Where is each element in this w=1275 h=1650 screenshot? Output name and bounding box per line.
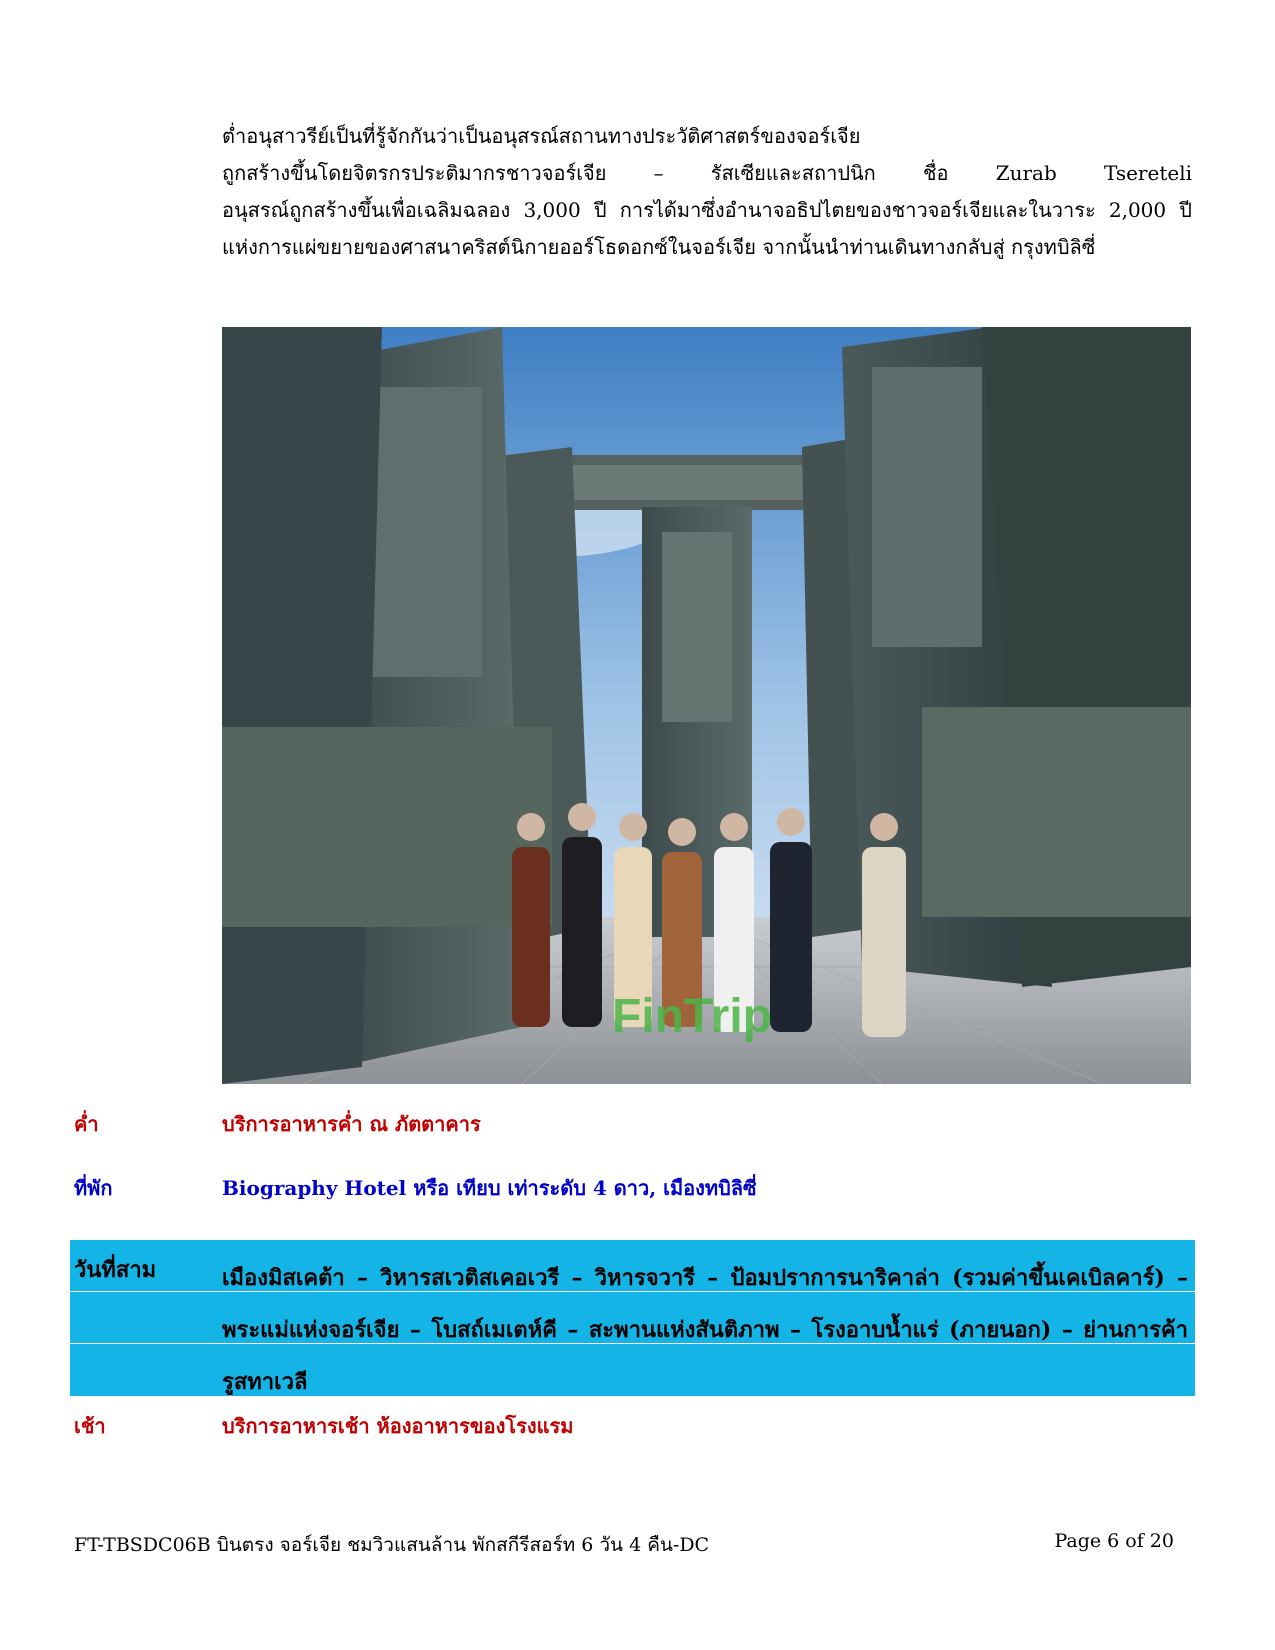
day3-label: วันที่สาม <box>74 1257 157 1283</box>
monument-photo-illustration <box>222 327 1191 1084</box>
pillar-relief <box>872 367 982 647</box>
intro-line-1: ต่ำอนุสาวรีย์เป็นที่รู้จักกันว่าเป็นอนุสรณ์สถานทางประวัติศาสตร์ของจอร์เจีย <box>222 124 861 148</box>
day3-line-1: เมืองมิสเคต้า – วิหารสเวติสเคอเวรี – วิหารจวารี – ป้อมปราการนาริคาล่า (รวมค่าขึ้นเคเบิลคาร์) – <box>222 1265 1188 1291</box>
base-relief <box>922 707 1191 917</box>
intro-line-2: ถูกสร้างขึ้นโดยจิตรกรประติมากรชาวจอร์เจีย – รัสเซียและสถาปนิก ชื่อ Zurab Tsereteli <box>222 161 1192 185</box>
intro-line-4: แห่งการแผ่ขยายของศาสนาคริสต์นิกายออร์โธดอกซ์ในจอร์เจีย จากนั้นนำท่านเดินทางกลับสู่ กรุงทบิลิซี่ <box>222 235 1096 259</box>
footer-program-code: FT-TBSDC06B บินตรง จอร์เจีย ชมวิวแสนล้าน พักสกีรีสอร์ท 6 วัน 4 คืน-DC <box>74 1534 710 1556</box>
hotel-text: Biography Hotel หรือ เทียบ เท่าระดับ 4 ดาว, เมืองทบิลิซี่ <box>222 1176 757 1200</box>
base-relief <box>222 727 552 927</box>
intro-paragraph <box>222 118 1192 266</box>
far-left-pillar <box>222 327 382 1084</box>
monument-photo <box>222 327 1191 1084</box>
day3-line-3: รูสทาเวลี <box>222 1369 308 1395</box>
day3-itinerary <box>222 1252 1188 1408</box>
day3-line-2: พระแม่แห่งจอร์เจีย – โบสถ์เมเตห์คี – สะพานแห่งสันติภาพ – โรงอาบน้ำแร่ (ภายนอก) – ย่านการค้า <box>222 1317 1188 1343</box>
pillar-relief <box>362 387 482 677</box>
pillar-relief <box>662 532 732 722</box>
dinner-label: ค่ำ <box>74 1112 99 1136</box>
hotel-label: ที่พัก <box>74 1176 113 1200</box>
page-footer <box>74 1530 1174 1560</box>
fintrip-watermark: FinTrip <box>612 990 772 1043</box>
day3-header <box>70 1240 1195 1396</box>
page-number: Page 6 of 20 <box>1054 1530 1174 1552</box>
intro-line-3: อนุสรณ์ถูกสร้างขึ้นเพื่อเฉลิมฉลอง 3,000 ปี การได้มาซึ่งอำนาจอธิปไตยของชาวจอร์เจียและในวาระ 2,000 ปี <box>222 198 1192 222</box>
breakfast-text: บริการอาหารเช้า ห้องอาหารของโรงแรม <box>222 1414 574 1438</box>
breakfast-label: เช้า <box>74 1414 106 1438</box>
dinner-text: บริการอาหารค่ำ ณ ภัตตาคาร <box>222 1112 481 1136</box>
